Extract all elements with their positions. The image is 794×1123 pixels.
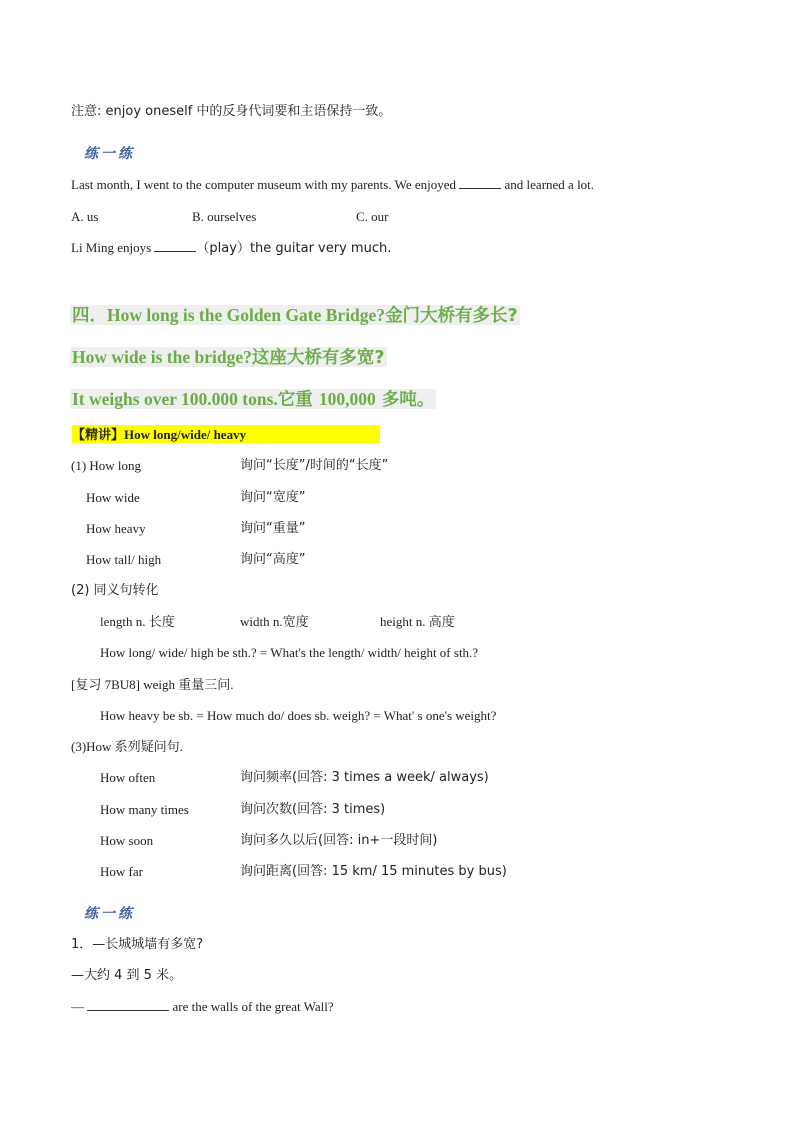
answer-blank[interactable]	[459, 176, 501, 189]
s3-meaning-3: 询问距离(回答: 15 km/ 15 minutes by bus)	[240, 864, 507, 879]
s3-meaning-2: 询问多久以后(回答: in+一段时间)	[240, 833, 438, 848]
jingjiang-heading	[72, 426, 246, 445]
p2-prompt	[71, 998, 334, 1016]
question-play-after: （play）the guitar very much.	[196, 241, 392, 256]
s2-title: (2) 同义句转化	[71, 583, 159, 598]
p2-answer-hint: —大约 4 到 5 米。	[71, 968, 183, 983]
question-play-before: Li Ming enjoys	[71, 240, 155, 255]
practice-label: 练一练	[84, 146, 135, 162]
heading-line-2	[70, 344, 387, 371]
s1-meaning-0: 询问“长度”/时间的“长度”	[240, 458, 389, 473]
s2-length: length n. 长度	[100, 614, 175, 629]
review-sentence: How heavy be sb. = How much do/ does sb. weigh? = What' s one's weight?	[100, 708, 497, 723]
s3-term-0: How often	[100, 770, 156, 785]
note-text: 注意: enjoy oneself 中的反身代词要和主语保持一致。	[71, 104, 392, 119]
p2-question: 1．—长城城墙有多宽?	[71, 937, 204, 952]
s2-width: width n.宽度	[240, 614, 309, 629]
heading-line-3-cn1: 它重	[277, 390, 319, 410]
question-play	[71, 239, 391, 258]
heading-line-3-num: 100,000	[318, 389, 376, 409]
question-museum	[71, 176, 594, 194]
s1-meaning-3: 询问“高度”	[240, 552, 306, 567]
s2-height: height n. 高度	[380, 614, 455, 629]
review-title: [复习 7BU8] weigh 重量三问.	[71, 677, 234, 692]
s3-meaning-1: 询问次数(回答: 3 times)	[240, 802, 386, 817]
p2-prompt-after: are the walls of the great Wall?	[169, 999, 334, 1014]
heading-line-2-en: How wide is the bridge?	[72, 347, 252, 367]
option-b[interactable]: B. ourselves	[192, 209, 257, 224]
s3-term-2: How soon	[100, 833, 154, 848]
heading-line-1-en: How long is the Golden Gate Bridge?	[107, 305, 386, 325]
jingjiang-text: How long/wide/ heavy	[124, 427, 247, 442]
heading-line-2-cn: 这座大桥有多宽?	[251, 348, 385, 368]
heading-line-1-cn: 金门大桥有多长?	[385, 306, 518, 326]
heading-line-3-cn2: 多吨。	[375, 390, 435, 410]
question-museum-after: and learned a lot.	[501, 177, 595, 192]
practice-label-2: 练一练	[84, 906, 135, 922]
s1-meaning-2: 询问“重量”	[240, 521, 306, 536]
s3-term-1: How many times	[100, 802, 189, 817]
s1-term-0: (1) How long	[71, 458, 142, 473]
s1-meaning-1: 询问“宽度”	[240, 490, 306, 505]
heading-line-3	[70, 386, 436, 413]
s1-term-2: How heavy	[86, 521, 146, 536]
heading-line-1	[70, 302, 520, 329]
p2-prompt-before: —	[71, 999, 88, 1014]
heading-line-3-en: It weighs over 100.000 tons.	[72, 389, 278, 409]
s3-title: (3)How 系列疑问句.	[71, 739, 183, 754]
question-museum-before: Last month, I went to the computer museum with my parents. We enjoyed	[71, 177, 460, 192]
answer-blank[interactable]	[87, 998, 169, 1011]
option-c[interactable]: C. our	[356, 209, 389, 224]
heading-number: 四．	[72, 306, 107, 326]
answer-blank[interactable]	[154, 239, 196, 252]
jingjiang-label: 【精讲】	[72, 428, 125, 443]
s1-term-3: How tall/ high	[86, 552, 162, 567]
s1-term-1: How wide	[86, 490, 140, 505]
s3-term-3: How far	[100, 864, 143, 879]
s3-meaning-0: 询问频率(回答: 3 times a week/ always)	[240, 770, 489, 785]
option-a[interactable]: A. us	[71, 209, 99, 224]
s2-sentence: How long/ wide/ high be sth.? = What's the length/ width/ height of sth.?	[100, 645, 479, 660]
